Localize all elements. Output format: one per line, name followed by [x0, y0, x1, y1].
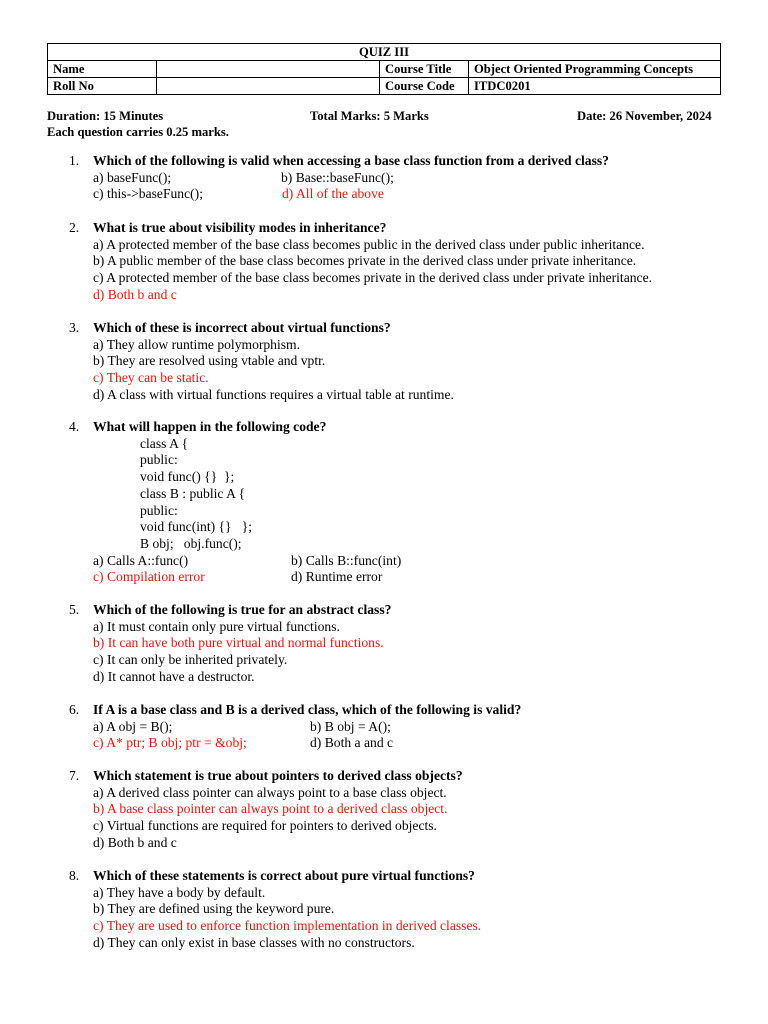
roll-no-label: Roll No: [48, 78, 157, 95]
option-a: a) A protected member of the base class becomes public in the derived class under public inheritance.: [93, 236, 645, 252]
option-a: a) They have a body by default.: [93, 884, 266, 900]
question-stem: What is true about visibility modes in inheritance?: [93, 220, 387, 235]
question-stem: Which of these is incorrect about virtual functions?: [93, 320, 391, 335]
option-a: a) A derived class pointer can always point to a base class object.: [93, 784, 447, 800]
question-number: 4.: [69, 419, 80, 434]
question-7: [69, 768, 749, 852]
question-6: [69, 702, 749, 752]
option-a: a) It must contain only pure virtual functions.: [93, 618, 340, 634]
option-c: c) Virtual functions are required for pointers to derived objects.: [93, 818, 437, 834]
course-title-value: Object Oriented Programming Concepts: [469, 61, 721, 78]
question-1: [69, 153, 749, 203]
question-number: 7.: [69, 768, 80, 783]
header-table: [47, 43, 721, 95]
option-b: b) Calls B::func(int): [291, 552, 402, 568]
option-b: b) A public member of the base class becomes private in the derived class under private inheritance.: [93, 253, 637, 269]
roll-no-field[interactable]: [157, 78, 380, 95]
option-b-correct: b) It can have both pure virtual and normal functions.: [93, 635, 384, 651]
question-number: 5.: [69, 602, 80, 617]
question-8: [69, 868, 749, 952]
option-d: d) It cannot have a destructor.: [93, 668, 255, 684]
duration-text: Duration: 15 Minutes: [47, 109, 164, 123]
option-c-correct: c) They can be static.: [93, 370, 209, 386]
code-line: void func() {} };: [140, 469, 235, 485]
option-b: b) Base::baseFunc();: [281, 169, 394, 185]
code-line: public:: [140, 452, 178, 468]
question-number: 2.: [69, 220, 80, 235]
option-d: d) They can only exist in base classes with no constructors.: [93, 934, 415, 950]
option-b-correct: b) A base class pointer can always point to a derived class object.: [93, 801, 448, 817]
question-5: [69, 602, 749, 686]
option-b: b) They are defined using the keyword pure.: [93, 901, 335, 917]
name-label: Name: [48, 61, 157, 78]
course-code-label: Course Code: [380, 78, 469, 95]
option-c-correct: c) They are used to enforce function implementation in derived classes.: [93, 918, 482, 934]
option-d: d) A class with virtual functions requires a virtual table at runtime.: [93, 386, 454, 402]
question-stem: Which of these statements is correct about pure virtual functions?: [93, 868, 475, 883]
code-line: class A {: [140, 435, 189, 451]
question-stem: If A is a base class and B is a derived class, which of the following is valid?: [93, 702, 522, 717]
question-4: [69, 419, 749, 586]
option-c: c) this->baseFunc();: [93, 186, 203, 202]
option-d: d) Runtime error: [291, 569, 383, 585]
code-block: [140, 436, 749, 553]
option-d: d) Both a and c: [310, 735, 394, 751]
option-c-correct: c) A* ptr; B obj; ptr = &obj;: [93, 735, 247, 751]
name-field[interactable]: [157, 61, 380, 78]
quiz-title: QUIZ III: [48, 44, 721, 61]
option-c: c) A protected member of the base class becomes private in the derived class under private inheritance.: [93, 270, 653, 286]
option-a: a) A obj = B();: [93, 718, 173, 734]
option-a: a) baseFunc();: [93, 169, 172, 185]
marks-note: Each question carries 0.25 marks.: [47, 125, 229, 139]
option-b: b) B obj = A();: [310, 718, 391, 734]
question-3: [69, 320, 749, 404]
question-stem: What will happen in the following code?: [93, 419, 327, 434]
question-stem: Which statement is true about pointers to derived class objects?: [93, 768, 463, 783]
total-marks-text: Total Marks: 5 Marks: [310, 109, 429, 123]
code-line: B obj; obj.func();: [140, 535, 242, 551]
question-2: [69, 220, 749, 304]
code-line: void func(int) {} };: [140, 519, 253, 535]
option-a: a) They allow runtime polymorphism.: [93, 336, 301, 352]
date-text: Date: 26 November, 2024: [577, 109, 712, 123]
option-c: c) It can only be inherited privately.: [93, 652, 288, 668]
option-d-correct: d) Both b and c: [93, 286, 177, 302]
option-c-correct: c) Compilation error: [93, 569, 205, 585]
course-code-value: ITDC0201: [469, 78, 721, 95]
option-a: a) Calls A::func(): [93, 552, 189, 568]
code-line: class B : public A {: [140, 485, 246, 501]
option-d: d) Both b and c: [93, 834, 177, 850]
question-stem: Which of the following is true for an abstract class?: [93, 602, 392, 617]
question-number: 3.: [69, 320, 80, 335]
question-number: 1.: [69, 153, 80, 168]
question-number: 8.: [69, 868, 80, 883]
code-line: public:: [140, 502, 178, 518]
option-b: b) They are resolved using vtable and vptr.: [93, 353, 326, 369]
option-d-correct: d) All of the above: [282, 186, 384, 202]
course-title-label: Course Title: [380, 61, 469, 78]
question-number: 6.: [69, 702, 80, 717]
question-stem: Which of the following is valid when accessing a base class function from a derived class?: [93, 153, 609, 168]
